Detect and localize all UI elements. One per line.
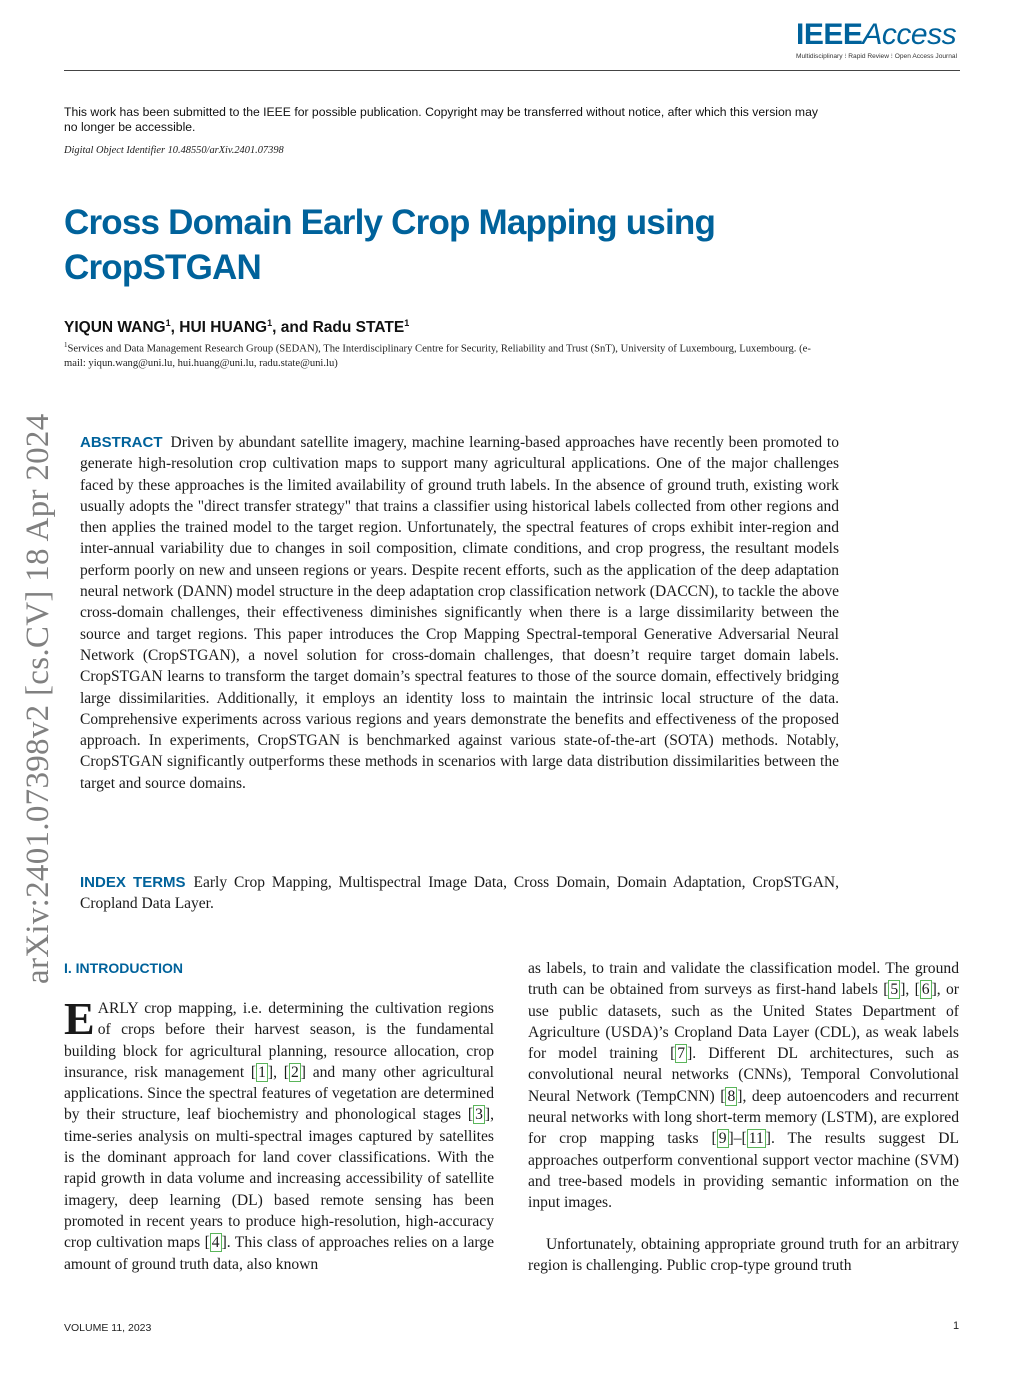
header-rule xyxy=(64,70,960,71)
citation-link[interactable]: 11 xyxy=(748,1130,764,1148)
logo-access-text: Access xyxy=(862,18,957,51)
doi-line: Digital Object Identifier 10.48550/arXiv.2401.07398 xyxy=(64,145,284,156)
citation-link[interactable]: 9 xyxy=(718,1130,727,1148)
citation-link[interactable]: 5 xyxy=(890,981,899,999)
ieee-access-logo xyxy=(796,18,966,66)
author-3: and Radu STATE xyxy=(280,319,405,337)
citation-link[interactable]: 8 xyxy=(727,1087,736,1105)
intro-column-left: EARLY crop mapping, i.e. determining the cultivation regions of crops before their harvest season, is the fundamental building block for agricultural planning, resource allocation, crop insurance, risk management [ 1 ], [ 2 ] and many other agricultural applications. Since the spectral features of vegetation are determined by their structure, leaf biochemistry and phonological stages [ 3 ], time-series analysis on multi-spectral images captured by satellites is the dominant approach for land cover classifications. With the rapid growth in data volume and increasing accessibility of satellite imagery, deep learning (DL) based remote sensing has been promoted in recent years to produce high-resolution, high-accuracy crop cultivation maps [ 4 ]. This class of approaches relies on a large amount of ground truth data, also known xyxy=(64,993,494,1273)
arxiv-side-stamp: arXiv:2401.07398v2 [cs.CV] 18 Apr 2024 xyxy=(20,413,56,984)
citation-link[interactable]: 7 xyxy=(677,1045,686,1063)
page-number: 1 xyxy=(953,1320,960,1332)
drop-cap: E xyxy=(64,993,95,1044)
citation-link[interactable]: 6 xyxy=(921,981,930,999)
citation-link[interactable]: 3 xyxy=(475,1106,483,1124)
paper-title: Cross Domain Early Crop Mapping using CropSTGAN xyxy=(64,203,716,287)
citation-link[interactable]: 4 xyxy=(211,1234,220,1252)
abstract xyxy=(80,432,839,794)
logo-ieee-text: IEEE xyxy=(796,18,863,51)
author-2: HUI HUANG xyxy=(179,319,268,337)
index-terms xyxy=(80,872,839,915)
abstract-text: Driven by abundant satellite imagery, machine learning-based approaches have recently been promoted to generate high-resolution crop cultivation maps to support many agricultural applications. One of the major challenges faced by these approaches is the limited availability of ground truth labels. In the absence of ground truth, existing work usually adopts the "direct transfer strategy" that trains a classifier using historical labels collected from other regions and then applies the trained model to the target region. Unfortunately, the spectral features of crops exhibit inter-region and inter-annual variability due to changes in soil composition, climate conditions, and crop progress, the resultant models perform poorly on new and unseen regions or years. Despite recent efforts, such as the application of the deep adaptation neural network (DANN) model structure in the deep adaptation crop classification network (DACCN), to tackle the above cross-domain challenges, their effectiveness diminishes significantly when there is a large dissimilarity between the source and target regions. This paper introduces the Crop Mapping Spectral-temporal Generative Adversarial Neural Network (CropSTGAN), a novel solution for cross-domain challenges, that doesn’t require target domain labels. CropSTGAN learns to transform the target domain’s spectral features to those of the source domain, effectively bridging large dissimilarities. Additionally, it employs an identity loss to maintain the intrinsic local structure of the data. Comprehensive experiments across various regions and years demonstrate the benefits and effectiveness of the proposed approach. In experiments, CropSTGAN is benchmarked against various state-of-the-art (SOTA) methods. Notably, CropSTGAN significantly outperforms these methods in scenarios with large data distribution dissimilarities between the target and source domains. xyxy=(80,434,839,792)
submission-notice: This work has been submitted to the IEEE for possible publication. Copyright may be transferred without notice, after which this version may no longer be accessible. xyxy=(64,105,818,134)
logo-tagline: Multidisciplinary ⁝ Rapid Review ⁝ Open Access Journal xyxy=(796,53,958,60)
index-terms-label: INDEX TERMS xyxy=(80,874,186,891)
author-1: YIQUN WANG xyxy=(64,319,166,337)
citation-link[interactable]: 1 xyxy=(258,1063,266,1081)
citation-link[interactable]: 2 xyxy=(290,1063,299,1081)
intro-column-right: as labels, to train and validate the classification model. The ground truth can be obtained from surveys as first-hand labels [ 5 ], [ 6 ], or use public datasets, such as the United States Department of Agriculture (USDA)’s Cropland Data Layer (CDL), as weak labels for model training [ 7 ]. Different DL architectures, such as convolutional neural networks (CNNs), Temporal Convolutional Neural Network (TempCNN) [ 8 ], deep autoencoders and recurrent neural networks with long short-term memory (LSTM), are explored for crop mapping tasks [ 9 ]–[ 11 ]. The results suggest DL approaches outperform conventional support vector machine (SVM) and tree-based models in providing semantic information on the input images. Unfortunately, obtaining appropriate ground truth for an arbitrary region is challenging. Public crop-type ground truth xyxy=(528,958,959,1276)
footer-volume: VOLUME 11, 2023 xyxy=(64,1322,152,1334)
index-terms-text: Early Crop Mapping, Multispectral Image Data, Cross Domain, Domain Adaptation, CropSTGAN, Cropland Data Layer. xyxy=(80,874,839,913)
abstract-label: ABSTRACT xyxy=(80,434,163,451)
author-list: YIQUN WANG$^1$, HUI HUANG$^1$, and Radu STATE$^1$ xyxy=(64,318,410,337)
affiliation: $^1$Services and Data Management Research Group (SEDAN), The Interdisciplinary Centre for Security, Reliability and Trust (SnT), University of Luxembourg, Luxembourg. (e-mail: yiqun.wang@uni.lu, hui.huang@uni.lu, radu.state@uni.lu) xyxy=(64,341,811,369)
section-heading-introduction: I. INTRODUCTION xyxy=(64,960,183,976)
intro-paragraph-2: Unfortunately, obtaining appropriate ground truth for an arbitrary region is challenging. Public crop-type ground truth xyxy=(528,1235,959,1274)
